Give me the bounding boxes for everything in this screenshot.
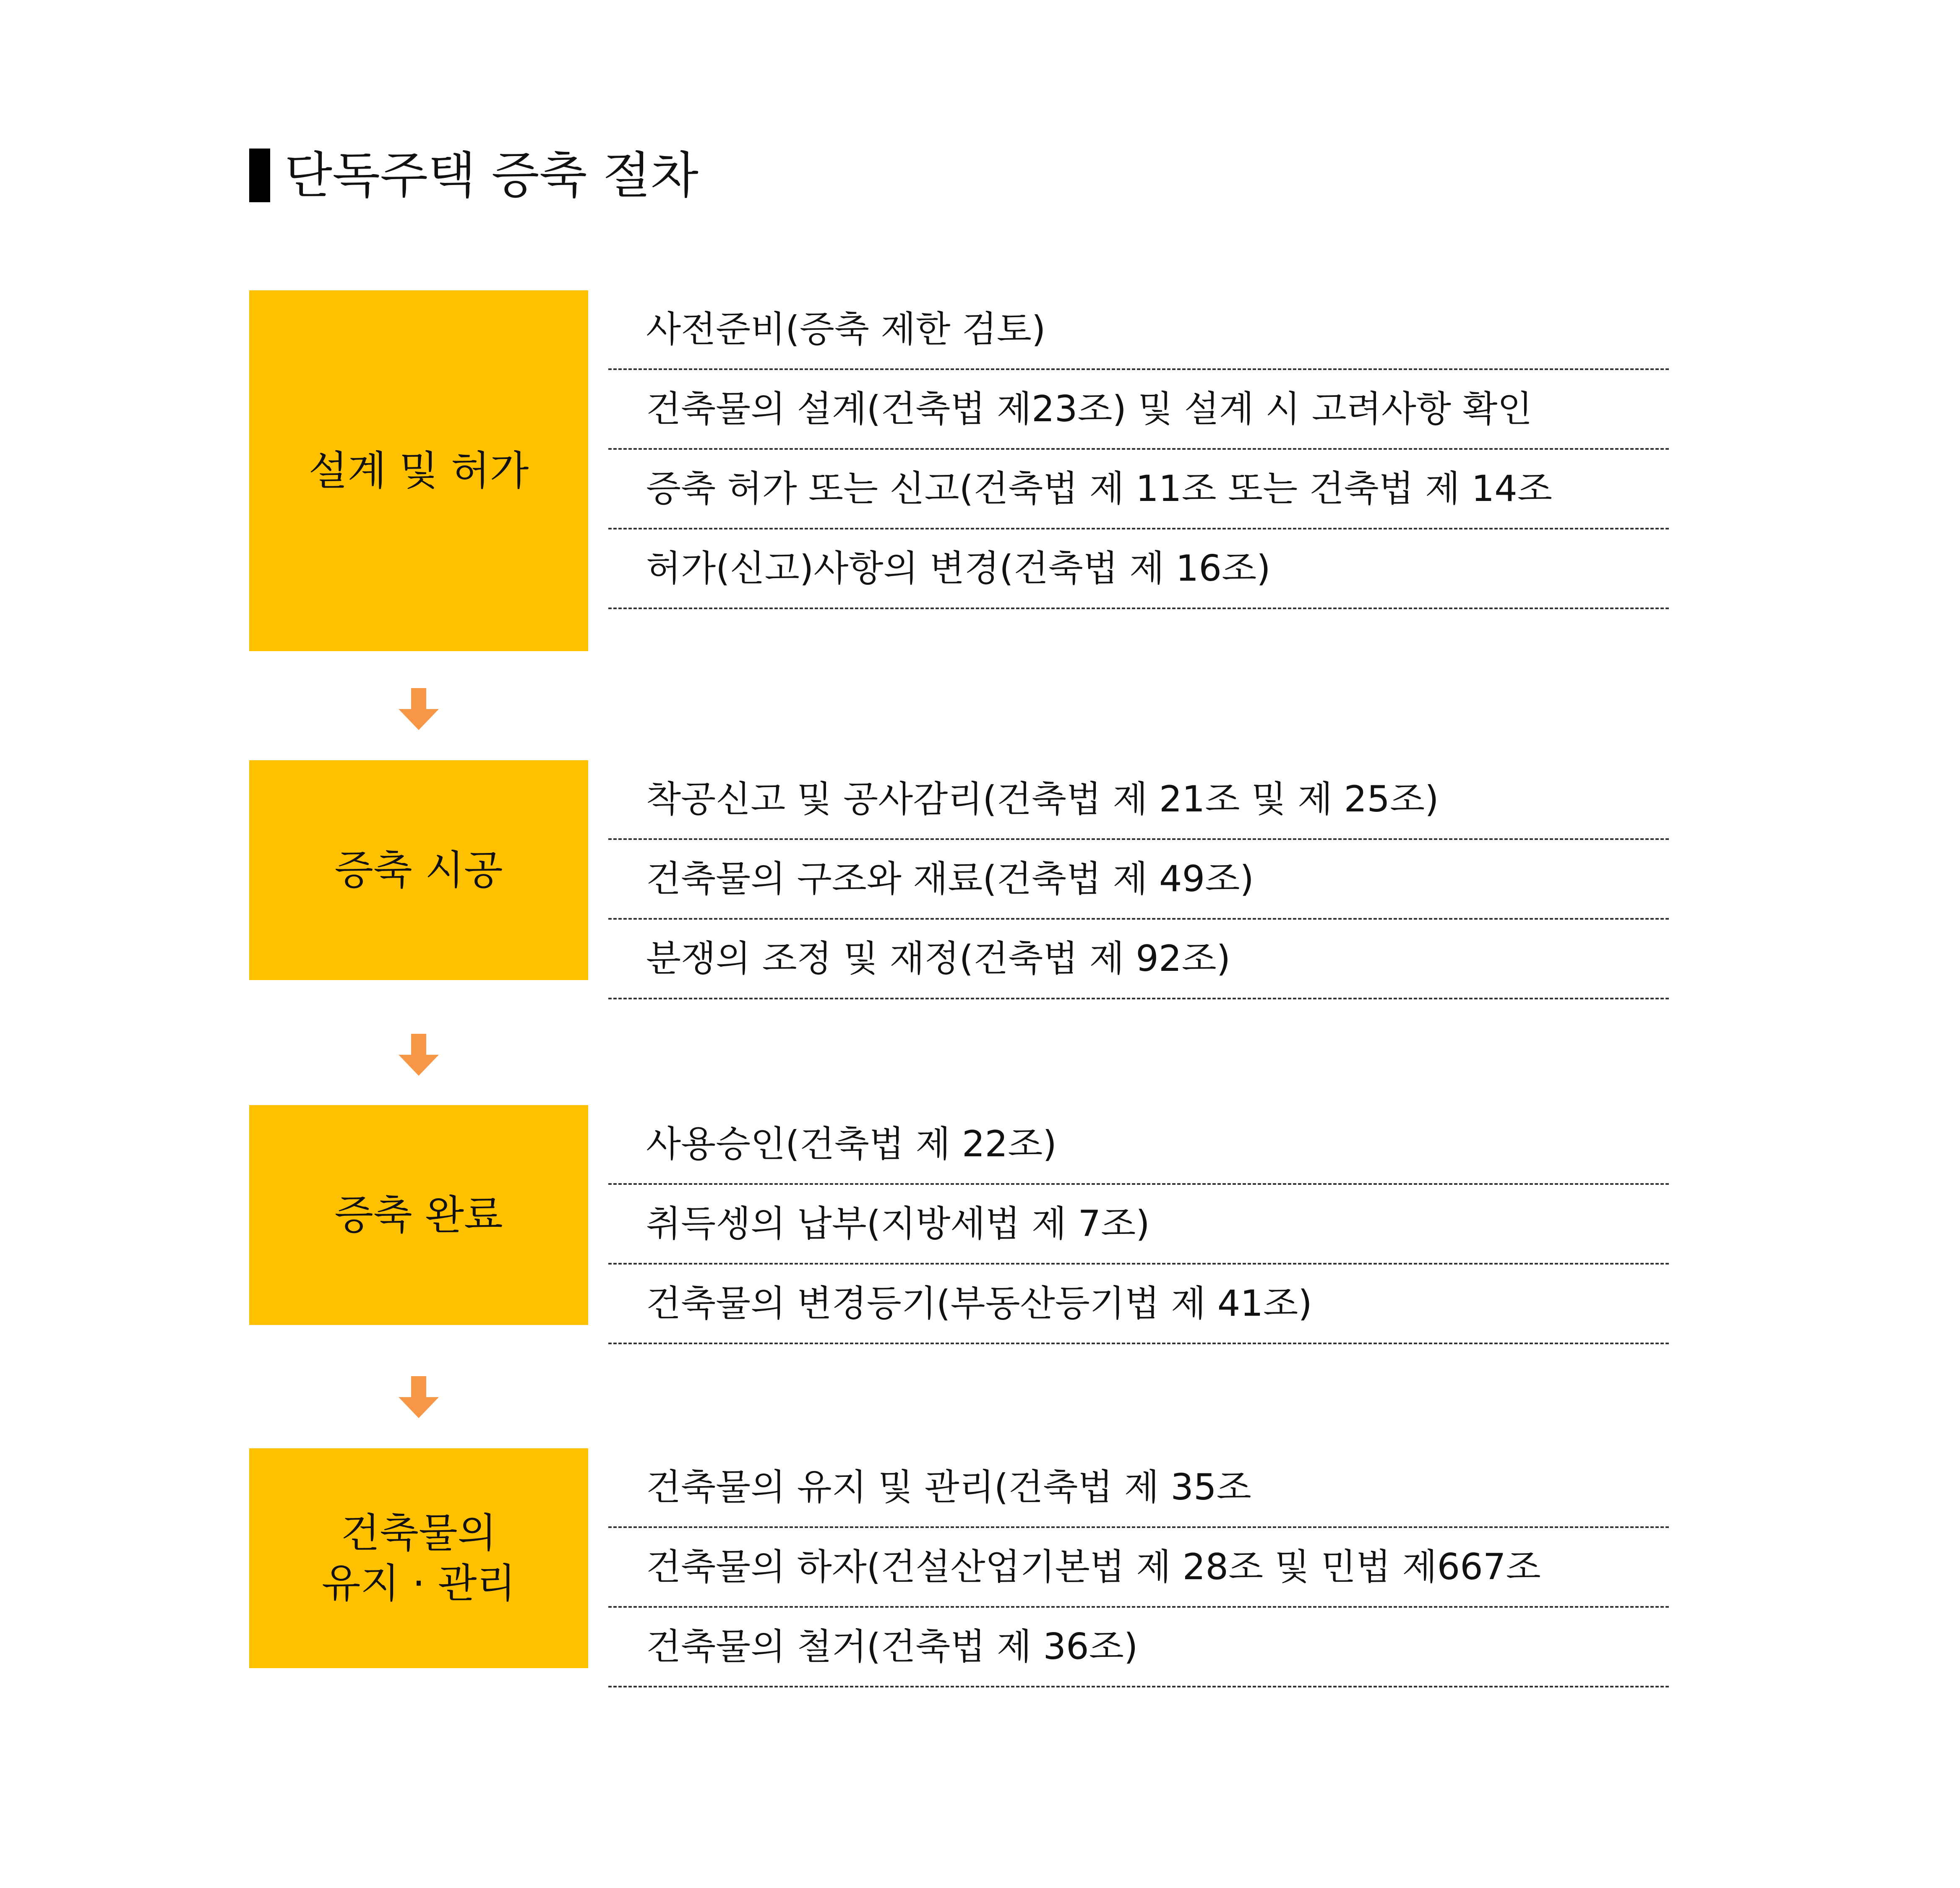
list-item [608,1265,1669,1344]
stage-item-list [608,1448,1669,1687]
list-item-text: 건축물의 변경등기(부동산등기법 제 41조) [646,1283,1312,1325]
list-item [608,1608,1669,1687]
list-item [608,1448,1669,1528]
list-item [608,529,1669,609]
list-item-text: 건축물의 구조와 재료(건축법 제 49조) [646,858,1254,900]
list-item-text: 취득셍의 납부(지방세법 제 7조) [646,1203,1150,1245]
stage-box [249,290,588,651]
stage-label: 설계 및 허가 [308,447,529,494]
title-marker-bar [249,149,270,202]
list-item-text: 사용승인(건축법 제 22조) [646,1123,1057,1165]
list-item-text: 증축 허가 또는 신고(건축법 제 11조 또는 건축법 제 14조 [646,468,1552,510]
page-title-row [249,148,699,203]
list-item [608,290,1669,370]
page-title: 단독주택 증축 절차 [284,146,699,204]
list-item [608,760,1669,840]
list-item-text: 분쟁의 조정 및 재정(건축법 제 92조) [646,938,1231,980]
list-item-text: 건축물의 유지 및 관리(건축법 제 35조 [646,1466,1251,1508]
stage-label: 증축 완료 [334,1192,503,1239]
list-item-text: 건축물의 설계(건축법 제23조) 및 설계 시 고려사항 확인 [646,388,1533,430]
list-item [608,370,1669,450]
list-item-text: 착공신고 및 공사감리(건축법 제 21조 및 제 25조) [646,778,1439,820]
stage-item-list [608,290,1669,609]
stage-item-list [608,1105,1669,1344]
list-item [608,1528,1669,1608]
list-item [608,450,1669,529]
list-item-text: 사전준비(증축 제한 검토) [646,308,1046,350]
list-item [608,1185,1669,1265]
stage-box [249,1105,588,1325]
list-item-text: 건축물의 철거(건축법 제 36조) [646,1626,1138,1668]
stage-box [249,760,588,980]
list-item [608,1105,1669,1185]
stage-box [249,1448,588,1668]
stage-label: 건축물의 유지 · 관리 [321,1510,516,1607]
stage-label: 증축 시공 [334,847,503,894]
list-item [608,920,1669,999]
stage-item-list [608,760,1669,999]
arrow-down-icon [397,688,440,732]
arrow-down-icon [397,1376,440,1420]
list-item-text: 건축물의 하자(건설산업기본법 제 28조 및 민법 제667조 [646,1546,1541,1588]
list-item-text: 허가(신고)사항의 변경(건축법 제 16조) [646,548,1271,589]
list-item [608,840,1669,920]
arrow-down-icon [397,1034,440,1077]
